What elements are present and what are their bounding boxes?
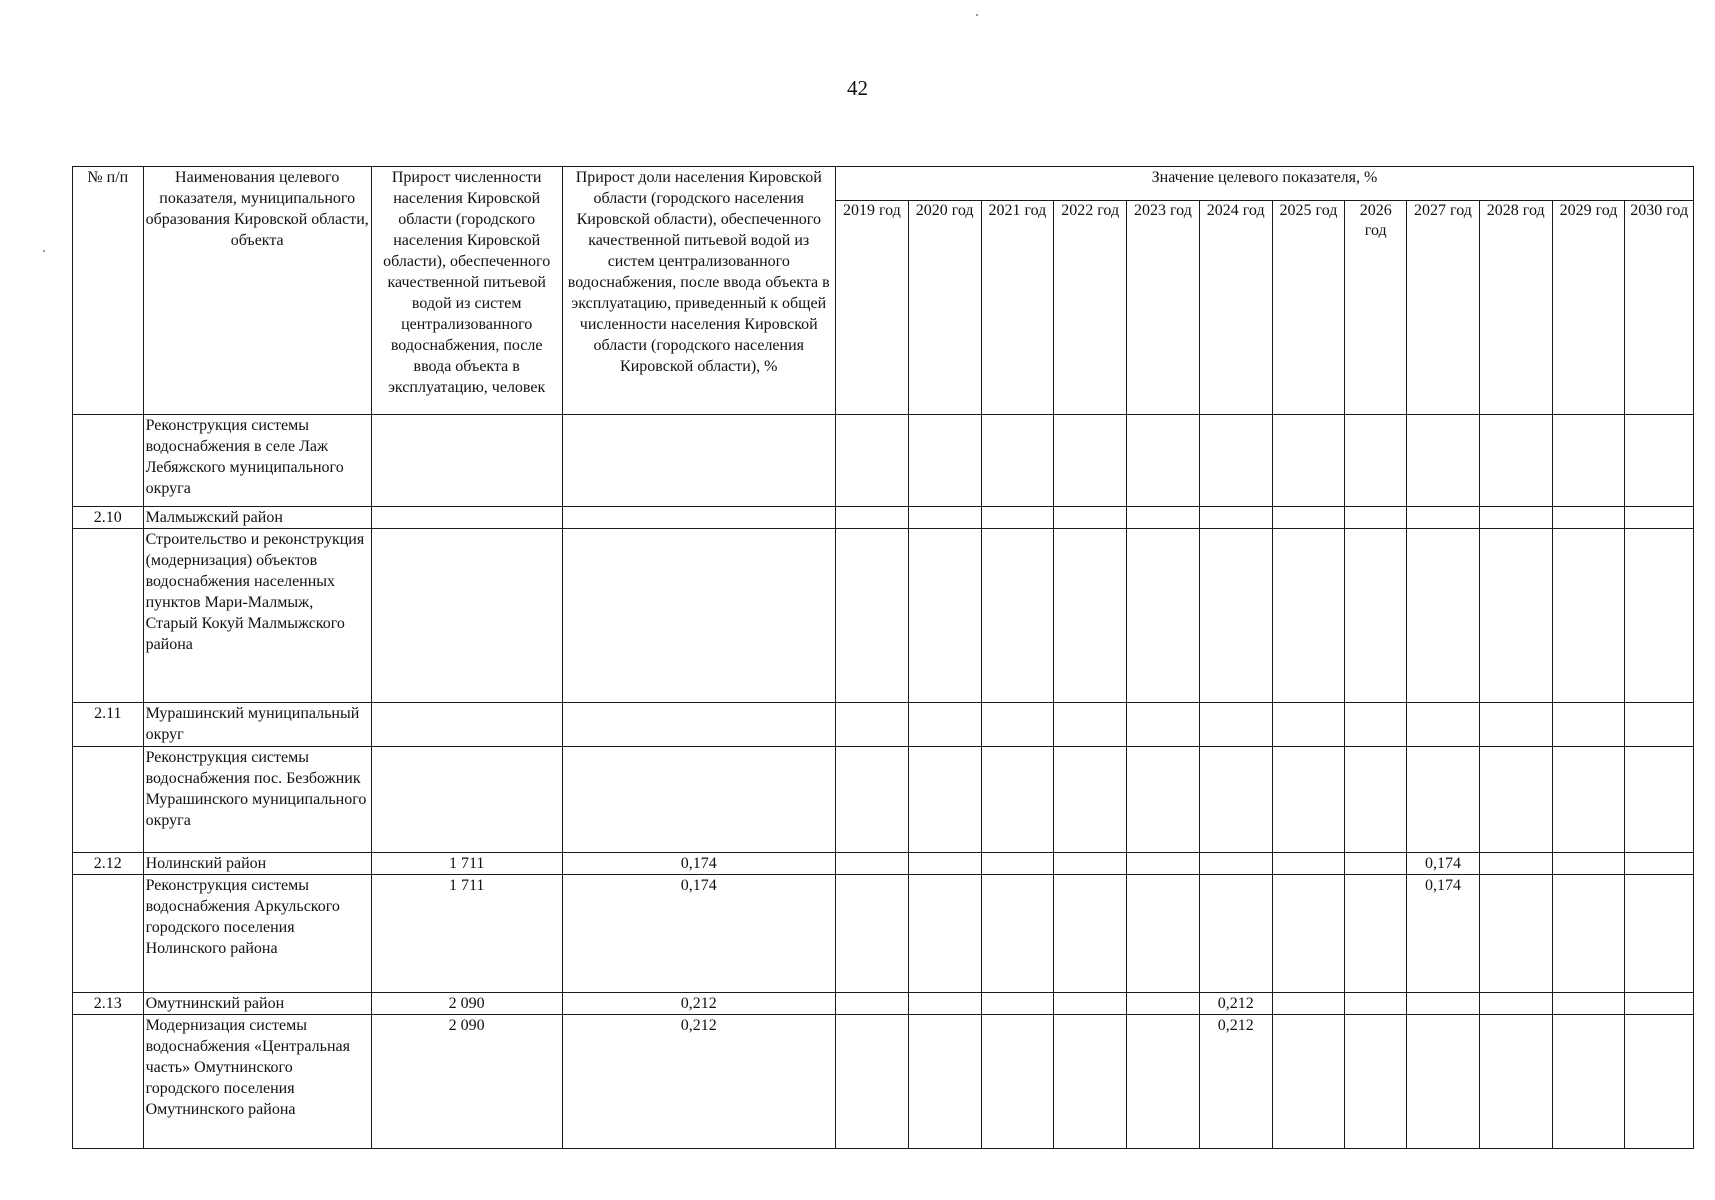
row-year-value: [1552, 415, 1625, 507]
row-year-value: [1552, 1015, 1625, 1149]
row-year-value: [1345, 703, 1407, 747]
row-year-value: [835, 703, 908, 747]
row-year-value: [1345, 507, 1407, 529]
row-year-value: 0,174: [1407, 853, 1480, 875]
scan-speck: [976, 14, 978, 16]
row-year-value: [1272, 415, 1345, 507]
row-year-value: [1272, 875, 1345, 993]
row-year-value: [1552, 853, 1625, 875]
row-year-value: [1407, 529, 1480, 703]
table-row-object: [73, 529, 1694, 703]
row-year-value: [981, 1015, 1054, 1149]
table-row-object: [73, 875, 1694, 993]
row-year-value: [981, 415, 1054, 507]
row-year-value: [1199, 853, 1272, 875]
row-year-value: [1345, 747, 1407, 853]
row-year-value: [835, 875, 908, 993]
row-year-value: [981, 507, 1054, 529]
row-name: Реконструкция системы водоснабжения пос. Безбожник Мурашинского муниципального округа: [143, 747, 371, 853]
row-year-value: [835, 529, 908, 703]
table-row-district: [73, 853, 1694, 875]
row-year-value: 0,212: [1199, 1015, 1272, 1149]
row-year-value: [1054, 993, 1127, 1015]
row-year-value: [1199, 529, 1272, 703]
row-year-value: [1199, 415, 1272, 507]
row-year-value: [1127, 703, 1200, 747]
page-number: 42: [847, 76, 868, 100]
row-year-value: [1479, 529, 1552, 703]
row-year-value: [835, 993, 908, 1015]
row-population-increase: [371, 703, 562, 747]
row-year-value: [1479, 703, 1552, 747]
row-year-value: [908, 853, 981, 875]
row-year-value: [1625, 747, 1694, 853]
row-year-value: [1407, 703, 1480, 747]
table-row-district: [73, 703, 1694, 747]
row-number: [73, 747, 144, 853]
row-year-value: [1272, 1015, 1345, 1149]
row-year-value: [1407, 747, 1480, 853]
row-year-value: [908, 529, 981, 703]
row-number: [73, 415, 144, 507]
target-indicator-table: [72, 166, 1694, 1149]
row-number: 2.11: [73, 703, 144, 747]
row-year-value: [1345, 415, 1407, 507]
row-year-value: [1272, 507, 1345, 529]
header-num: № п/п: [73, 167, 144, 415]
header-year: 2020 год: [908, 201, 981, 415]
row-year-value: [1552, 875, 1625, 993]
row-name: Малмыжский район: [143, 507, 371, 529]
row-name: Нолинский район: [143, 853, 371, 875]
header-year: 2029 год: [1552, 201, 1625, 415]
row-year-value: 0,212: [1199, 993, 1272, 1015]
row-number: 2.10: [73, 507, 144, 529]
row-population-increase: [371, 415, 562, 507]
row-number: [73, 529, 144, 703]
row-year-value: [981, 853, 1054, 875]
row-year-value: [1479, 415, 1552, 507]
row-population-increase: 1 711: [371, 853, 562, 875]
table-row-object: [73, 415, 1694, 507]
row-year-value: [981, 703, 1054, 747]
table-row-object: [73, 747, 1694, 853]
row-year-value: [835, 1015, 908, 1149]
header-year: 2030 год: [1625, 201, 1694, 415]
row-year-value: [1407, 993, 1480, 1015]
row-year-value: [908, 507, 981, 529]
row-year-value: [1625, 507, 1694, 529]
row-year-value: [1479, 853, 1552, 875]
table-row-object: [73, 1015, 1694, 1149]
row-year-value: [908, 415, 981, 507]
row-year-value: [981, 747, 1054, 853]
row-name: Строительство и реконструкция (модернизация) объектов водоснабжения населенных пунктов Мари-Малмыж, Старый Кокуй Малмыжского района: [143, 529, 371, 703]
row-population-increase: [371, 529, 562, 703]
row-share-increase: [562, 529, 835, 703]
table-row-district: [73, 993, 1694, 1015]
row-year-value: [981, 875, 1054, 993]
row-year-value: [1127, 853, 1200, 875]
row-year-value: [1345, 529, 1407, 703]
header-year: 2023 год: [1127, 201, 1200, 415]
row-year-value: [1199, 703, 1272, 747]
row-year-value: [1345, 875, 1407, 993]
row-year-value: [1272, 747, 1345, 853]
row-year-value: [1407, 1015, 1480, 1149]
row-year-value: [1479, 993, 1552, 1015]
row-population-increase: 1 711: [371, 875, 562, 993]
row-year-value: [1272, 703, 1345, 747]
row-year-value: [1552, 507, 1625, 529]
row-year-value: [835, 415, 908, 507]
row-name: Омутнинский район: [143, 993, 371, 1015]
header-population-increase: Прирост численности населения Кировской области (городского населения Кировской области), обеспеченного качественной питьевой водой из систем централизованного водоснабжения, после ввода объекта в эксплуатацию, человек: [371, 167, 562, 415]
row-year-value: [1127, 1015, 1200, 1149]
row-year-value: [981, 529, 1054, 703]
row-year-value: [1127, 507, 1200, 529]
row-share-increase: 0,174: [562, 853, 835, 875]
row-year-value: [1552, 529, 1625, 703]
row-year-value: [908, 1015, 981, 1149]
row-year-value: [1625, 415, 1694, 507]
row-population-increase: 2 090: [371, 1015, 562, 1149]
row-year-value: [1199, 747, 1272, 853]
row-year-value: [1479, 747, 1552, 853]
row-year-value: [1054, 853, 1127, 875]
row-name: Реконструкция системы водоснабжения в селе Лаж Лебяжского муниципального округа: [143, 415, 371, 507]
row-year-value: [1127, 747, 1200, 853]
row-share-increase: [562, 507, 835, 529]
row-year-value: [1272, 853, 1345, 875]
row-year-value: [981, 993, 1054, 1015]
row-year-value: [1479, 875, 1552, 993]
row-number: 2.13: [73, 993, 144, 1015]
row-name: Мурашинский муниципальный округ: [143, 703, 371, 747]
row-year-value: [1127, 529, 1200, 703]
row-share-increase: [562, 703, 835, 747]
header-name: Наименования целевого показателя, муниципального образования Кировской области, объекта: [143, 167, 371, 415]
row-year-value: [1054, 415, 1127, 507]
row-year-value: [1272, 529, 1345, 703]
row-number: [73, 875, 144, 993]
row-name: Модернизация системы водоснабжения «Центральная часть» Омутнинского городского поселения Омутнинского района: [143, 1015, 371, 1149]
row-year-value: [1054, 703, 1127, 747]
row-year-value: [1479, 507, 1552, 529]
row-year-value: [1127, 993, 1200, 1015]
row-year-value: [835, 747, 908, 853]
row-year-value: [835, 507, 908, 529]
row-share-increase: [562, 415, 835, 507]
row-year-value: [1625, 703, 1694, 747]
row-year-value: [1054, 747, 1127, 853]
row-year-value: [1552, 747, 1625, 853]
row-year-value: [1345, 993, 1407, 1015]
row-year-value: [1345, 1015, 1407, 1149]
row-year-value: [908, 747, 981, 853]
header-year: 2022 год: [1054, 201, 1127, 415]
header-year: 2021 год: [981, 201, 1054, 415]
row-year-value: [1552, 703, 1625, 747]
header-year: 2024 год: [1199, 201, 1272, 415]
row-year-value: [1127, 415, 1200, 507]
row-year-value: [1625, 529, 1694, 703]
row-year-value: [1054, 529, 1127, 703]
row-share-increase: 0,212: [562, 1015, 835, 1149]
row-year-value: [908, 703, 981, 747]
row-year-value: [1552, 993, 1625, 1015]
row-year-value: [1345, 853, 1407, 875]
row-population-increase: 2 090: [371, 993, 562, 1015]
row-year-value: [1054, 875, 1127, 993]
header-year: 2025 год: [1272, 201, 1345, 415]
row-year-value: [1054, 1015, 1127, 1149]
row-year-value: [1054, 507, 1127, 529]
table-row-district: [73, 507, 1694, 529]
row-year-value: [1625, 993, 1694, 1015]
row-year-value: [1407, 507, 1480, 529]
header-year: 2019 год: [835, 201, 908, 415]
row-year-value: [908, 993, 981, 1015]
row-share-increase: 0,212: [562, 993, 835, 1015]
row-year-value: [1272, 993, 1345, 1015]
row-year-value: [1625, 853, 1694, 875]
header-year: 2028 год: [1479, 201, 1552, 415]
row-year-value: [1127, 875, 1200, 993]
row-year-value: [1625, 875, 1694, 993]
row-name: Реконструкция системы водоснабжения Аркульского городского поселения Нолинского района: [143, 875, 371, 993]
header-year: 2026 год: [1345, 201, 1407, 415]
row-year-value: [908, 875, 981, 993]
row-number: 2.12: [73, 853, 144, 875]
header-indicator-values: Значение целевого показателя, %: [835, 167, 1693, 201]
row-population-increase: [371, 747, 562, 853]
header-share-increase: Прирост доли населения Кировской области (городского населения Кировской области), обеспеченного качественной питьевой водой из систем централизованного водоснабжения, после ввода объекта в эксплуатацию, приведенный к общей численности населения Кировской области (городского населения Кировской области), %: [562, 167, 835, 415]
row-share-increase: [562, 747, 835, 853]
scan-speck: [43, 250, 45, 252]
header-year: 2027 год: [1407, 201, 1480, 415]
row-year-value: [1199, 875, 1272, 993]
row-year-value: [1479, 1015, 1552, 1149]
row-year-value: [1407, 415, 1480, 507]
row-year-value: [1625, 1015, 1694, 1149]
row-year-value: 0,174: [1407, 875, 1480, 993]
row-number: [73, 1015, 144, 1149]
row-share-increase: 0,174: [562, 875, 835, 993]
row-year-value: [1199, 507, 1272, 529]
row-population-increase: [371, 507, 562, 529]
row-year-value: [835, 853, 908, 875]
